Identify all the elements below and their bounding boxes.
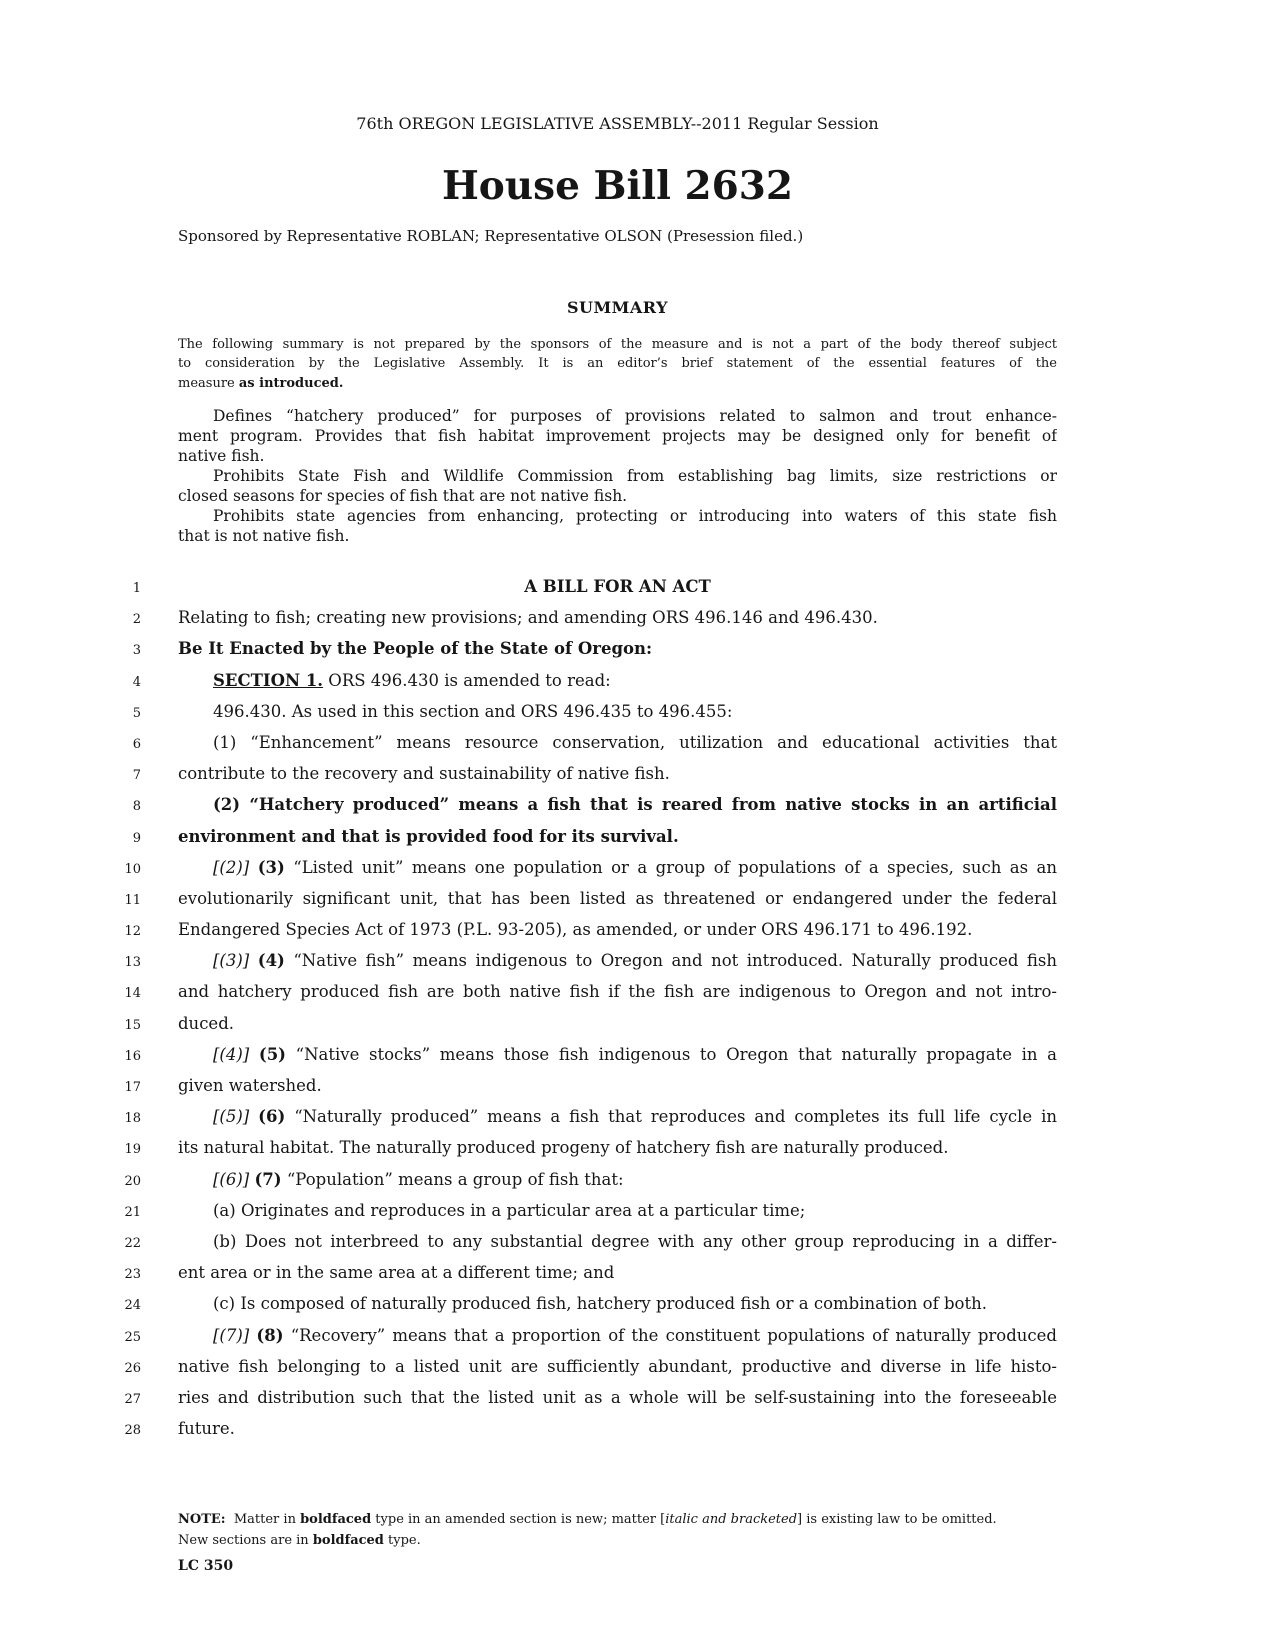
bill-line: [0, 1164, 1057, 1195]
bill-line-text: [178, 696, 1057, 727]
text-segment: as introduced.: [238, 375, 344, 391]
summary-line: [178, 466, 1057, 486]
bill-line: [0, 727, 1057, 758]
text-segment: A BILL FOR AN ACT: [524, 577, 711, 596]
line-number: 13: [124, 955, 141, 971]
text-segment: [(3)]: [213, 951, 250, 971]
text-segment: future.: [178, 1419, 235, 1439]
footer-note: [178, 1510, 1057, 1551]
bill-line-text: [178, 1351, 1057, 1382]
bill-line-text: [178, 883, 1057, 914]
bill-title: House Bill 2632: [441, 163, 794, 209]
bill-line: [0, 571, 1057, 602]
summary-line: [178, 506, 1057, 526]
bill-line-text: [178, 1257, 1057, 1288]
line-number: 22: [124, 1235, 141, 1251]
bill-line-text: [178, 727, 1057, 758]
text-segment: NOTE:: [178, 1512, 226, 1527]
summary-line: [178, 486, 1057, 506]
text-segment: SECTION 1.: [213, 670, 324, 690]
bill-line-text: [178, 852, 1057, 883]
note-line: [178, 1531, 1057, 1552]
line-number: 25: [124, 1329, 141, 1345]
line-number: 18: [124, 1111, 141, 1127]
line-number: 14: [124, 986, 141, 1002]
line-number: 16: [124, 1048, 141, 1064]
text-segment: given watershed.: [178, 1076, 322, 1095]
bill-line-text: [178, 602, 1057, 633]
line-number: 9: [132, 830, 141, 846]
text-segment: [249, 951, 258, 970]
text-segment: (4): [257, 951, 285, 971]
text-segment: contribute to the recovery and sustainability of native fish.: [178, 764, 670, 784]
text-segment: “Recovery” means that a proportion of the constituent populations of naturally produced: [283, 1325, 1057, 1345]
bill-line-text: [178, 571, 1057, 602]
bill-line-text: [178, 1039, 1057, 1070]
note-line: [178, 1510, 1057, 1531]
summary-line: [178, 406, 1057, 426]
text-segment: environment and that is provided food for its survival.: [178, 826, 679, 846]
bill-line: [0, 1226, 1057, 1257]
text-segment: type in an amended section is new; matter [: [371, 1512, 666, 1527]
bill-line-text: [178, 1101, 1057, 1132]
text-segment: “Native stocks” means those fish indigenous to Oregon that naturally propagate in a: [286, 1044, 1057, 1064]
text-segment: its natural habitat. The naturally produced progeny of hatchery fish are naturally produced.: [178, 1138, 949, 1158]
bill-line-text: [178, 821, 1057, 852]
text-segment: Be It Enacted by the People of the State of Oregon:: [178, 639, 653, 659]
bill-line: [0, 602, 1057, 633]
text-segment: (6): [258, 1107, 286, 1127]
line-number: 20: [124, 1173, 141, 1189]
disclaimer-line-text: [178, 374, 1057, 393]
line-number: 7: [132, 768, 141, 784]
disclaimer-line: [178, 374, 1057, 393]
text-segment: New sections are in: [178, 1532, 313, 1548]
summary-line-text: [178, 486, 1057, 506]
text-segment: (2) “Hatchery produced” means a fish that is reared from native stocks in an artificial: [213, 795, 1057, 815]
text-segment: evolutionarily significant unit, that has been listed as threatened or endangered under the federal: [178, 888, 1057, 908]
text-segment: boldfaced: [312, 1532, 384, 1548]
line-number: 8: [132, 799, 141, 815]
bill-line-text: [178, 1132, 1057, 1163]
bill-line: [0, 1413, 1057, 1444]
line-number: 4: [132, 674, 141, 690]
text-segment: duced.: [178, 1013, 235, 1033]
summary-paragraphs: [178, 406, 1057, 546]
disclaimer-line-text: [178, 354, 1057, 373]
disclaimer-line-text: [178, 335, 1057, 354]
line-number: 12: [124, 924, 141, 940]
text-segment: Prohibits state agencies from enhancing, protecting or introducing into waters of this state fish: [213, 507, 1057, 525]
bill-line-text: [178, 1413, 1057, 1444]
text-segment: that is not native fish.: [178, 527, 350, 545]
line-number: 17: [124, 1080, 141, 1095]
text-segment: native fish.: [178, 447, 265, 465]
bill-line: [0, 1039, 1057, 1070]
summary-line: [178, 446, 1057, 466]
line-number: 19: [124, 1142, 141, 1158]
bill-line-text: [178, 1226, 1057, 1257]
line-number: 15: [124, 1017, 141, 1033]
bill-line: [0, 976, 1057, 1007]
bill-line: [0, 852, 1057, 883]
bill-line-text: [178, 1008, 1057, 1039]
text-segment: boldfaced: [300, 1512, 372, 1527]
text-segment: “Naturally produced” means a fish that reproduces and completes its full life cycle in: [285, 1107, 1057, 1127]
text-segment: (3): [257, 857, 285, 877]
bill-line: [0, 945, 1057, 976]
lc-number: LC 350: [178, 1558, 234, 1574]
line-number: 1: [132, 581, 141, 596]
text-segment: (a) Originates and reproduces in a particular area at a particular time;: [213, 1200, 806, 1220]
line-number: 3: [132, 643, 141, 659]
bill-line-text: [178, 1288, 1057, 1319]
bill-line: [0, 1195, 1057, 1226]
text-segment: [(6)]: [213, 1169, 250, 1189]
text-segment: Matter in: [225, 1512, 301, 1527]
bill-line-text: [178, 976, 1057, 1007]
text-segment: [(7)]: [213, 1325, 250, 1345]
summary-line: [178, 526, 1057, 546]
bill-line: [0, 1320, 1057, 1351]
summary-line-text: [178, 446, 1057, 466]
bill-line-text: [178, 945, 1057, 976]
text-segment: measure: [178, 375, 239, 391]
text-segment: The following summary is not prepared by the sponsors of the measure and is not a part of the body thereof subject: [178, 337, 1057, 352]
line-number: 28: [124, 1423, 141, 1439]
bill-line: [0, 821, 1057, 852]
bill-line-text: [178, 1164, 1057, 1195]
text-segment: and hatchery produced fish are both native fish if the fish are indigenous to Oregon and not intro-: [178, 982, 1057, 1002]
text-segment: ent area or in the same area at a different time; and: [178, 1263, 615, 1283]
bill-line: [0, 1101, 1057, 1132]
disclaimer-line: [178, 335, 1057, 354]
session-header: 76th OREGON LEGISLATIVE ASSEMBLY--2011 Regular Session: [356, 114, 879, 133]
line-number: 10: [124, 861, 141, 877]
bill-line: [0, 633, 1057, 664]
text-segment: (7): [254, 1169, 282, 1189]
bill-line: [0, 883, 1057, 914]
text-segment: “Population” means a group of fish that:: [281, 1169, 624, 1189]
line-number: 26: [124, 1360, 141, 1376]
text-segment: Prohibits State Fish and Wildlife Commission from establishing bag limits, size restrictions or: [213, 467, 1057, 485]
text-segment: [(5)]: [213, 1107, 250, 1127]
line-number: 24: [124, 1298, 141, 1314]
bill-line: [0, 1288, 1057, 1319]
text-segment: closed seasons for species of fish that are not native fish.: [178, 487, 628, 505]
summary-line: [178, 426, 1057, 446]
text-segment: [(2)]: [213, 857, 250, 877]
summary-line-text: [178, 406, 1057, 426]
bill-line: [0, 1008, 1057, 1039]
disclaimer-line: [178, 354, 1057, 373]
bill-line: [0, 1132, 1057, 1163]
text-segment: “Native fish” means indigenous to Oregon and not introduced. Naturally produced fish: [284, 951, 1057, 971]
text-segment: (1) “Enhancement” means resource conservation, utilization and educational activities that: [213, 732, 1057, 752]
text-segment: (c) Is composed of naturally produced fish, hatchery produced fish or a combination of both.: [213, 1294, 987, 1314]
text-segment: (b) Does not interbreed to any substantial degree with any other group reproducing in a differ-: [213, 1231, 1057, 1251]
summary-line-text: [178, 466, 1057, 486]
text-segment: [(4)]: [213, 1044, 250, 1064]
text-segment: [249, 1045, 259, 1064]
bill-line: [0, 1257, 1057, 1288]
text-segment: Endangered Species Act of 1973 (P.L. 93-205), as amended, or under ORS 496.171 to 496.192.: [178, 920, 973, 940]
summary-disclaimer: [178, 335, 1057, 393]
bill-text-body: [0, 571, 1057, 1444]
text-segment: ment program. Provides that fish habitat improvement projects may be designed only for benefit of: [178, 427, 1057, 445]
bill-line-text: [178, 758, 1057, 789]
bill-line-text: [178, 633, 1057, 664]
line-number: 2: [132, 612, 141, 628]
bill-line: [0, 914, 1057, 945]
text-segment: Relating to fish; creating new provisions; and amending ORS 496.146 and 496.430.: [178, 608, 878, 628]
bill-line: [0, 1351, 1057, 1382]
bill-line-text: [178, 1195, 1057, 1226]
line-number: 5: [132, 705, 141, 721]
text-segment: Defines “hatchery produced” for purposes of provisions related to salmon and trout enhance-: [213, 407, 1057, 425]
note-line-text: [178, 1531, 1057, 1552]
bill-line-text: [178, 789, 1057, 820]
bill-line: [0, 696, 1057, 727]
note-line-text: [178, 1510, 1057, 1531]
text-segment: (8): [256, 1325, 284, 1345]
text-segment: ] is existing law to be omitted.: [797, 1512, 997, 1527]
bill-line: [0, 789, 1057, 820]
text-segment: to consideration by the Legislative Assembly. It is an editor’s brief statement of the essential features of the: [178, 356, 1057, 372]
bill-line-text: [178, 1320, 1057, 1351]
summary-line-text: [178, 426, 1057, 446]
bill-line-text: [178, 1070, 1057, 1101]
sponsored-by-line: Sponsored by Representative ROBLAN; Representative OLSON (Presession filed.): [178, 227, 804, 245]
text-segment: “Listed unit” means one population or a group of populations of a species, such as an: [284, 857, 1057, 877]
text-segment: ORS 496.430 is amended to read:: [323, 670, 611, 690]
bill-line: [0, 758, 1057, 789]
bill-line-text: [178, 1382, 1057, 1413]
text-segment: italic and bracketed: [665, 1512, 798, 1527]
summary-line-text: [178, 526, 1057, 546]
summary-heading: SUMMARY: [566, 298, 669, 317]
bill-line: [0, 665, 1057, 696]
line-number: 21: [124, 1204, 141, 1220]
bill-line-text: [178, 665, 1057, 696]
line-number: 11: [124, 892, 141, 908]
text-segment: 496.430. As used in this section and ORS 496.435 to 496.455:: [213, 701, 733, 721]
text-segment: (5): [258, 1044, 286, 1064]
line-number: 23: [124, 1267, 141, 1283]
bill-line: [0, 1070, 1057, 1101]
text-segment: ries and distribution such that the listed unit as a whole will be self-sustaining into the foreseeable: [178, 1387, 1057, 1407]
text-segment: [249, 858, 257, 877]
text-segment: type.: [383, 1532, 421, 1548]
bill-line-text: [178, 914, 1057, 945]
bill-line: [0, 1382, 1057, 1413]
line-number: 6: [132, 736, 141, 752]
text-segment: [249, 1107, 258, 1126]
line-number: 27: [124, 1391, 141, 1407]
summary-line-text: [178, 506, 1057, 526]
text-segment: native fish belonging to a listed unit are sufficiently abundant, productive and diverse in life histo-: [178, 1356, 1057, 1376]
